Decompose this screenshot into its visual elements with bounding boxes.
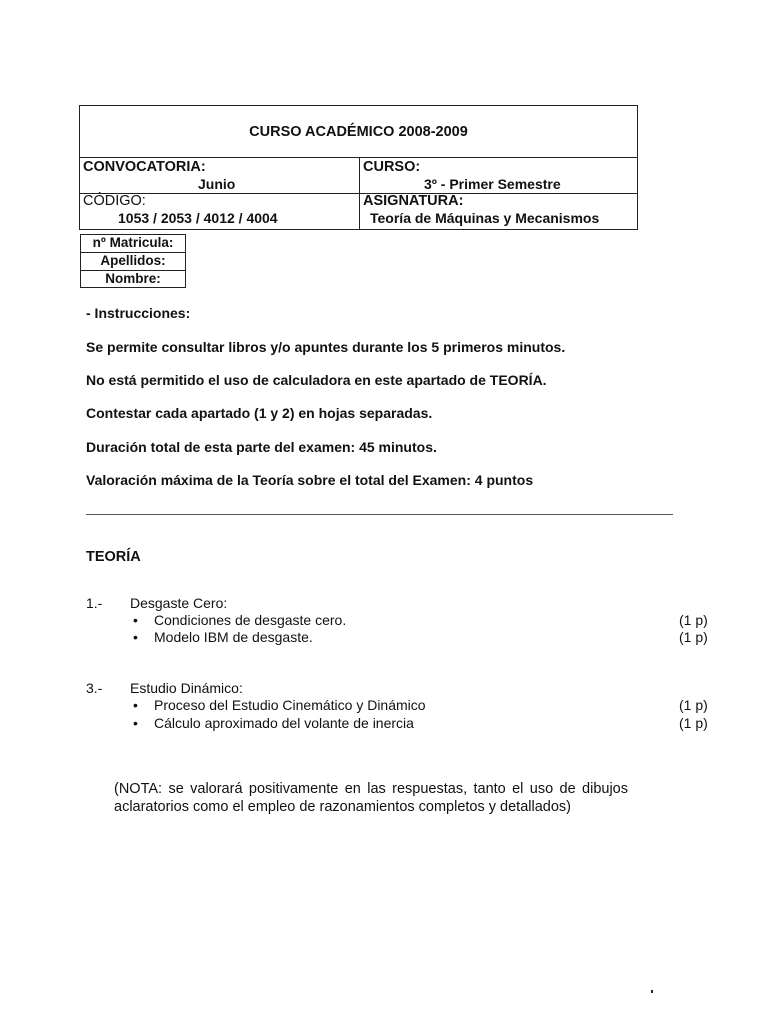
section-separator [86, 514, 673, 515]
convocatoria-label: CONVOCATORIA: [83, 159, 206, 175]
convocatoria-value: Junio [198, 176, 236, 192]
bullet-icon: • [133, 629, 138, 645]
codigo-label: CÓDIGO: [83, 193, 146, 209]
question-item: Proceso del Estudio Cinemático y Dinámico [154, 697, 426, 713]
nombre-label: Nombre: [105, 271, 161, 286]
instruction-line: Contestar cada apartado (1 y 2) en hojas separadas. [86, 405, 433, 421]
theory-heading: TEORÍA [86, 549, 141, 565]
bullet-icon: • [133, 715, 138, 731]
instruction-line: Se permite consultar libros y/o apuntes durante los 5 primeros minutos. [86, 339, 566, 355]
question-number: 1.- [86, 595, 103, 611]
header-column-divider [359, 157, 360, 230]
bullet-icon: • [133, 697, 138, 713]
question-title: Desgaste Cero: [130, 595, 228, 611]
item-points: (1 p) [679, 697, 708, 713]
item-points: (1 p) [679, 715, 708, 731]
instruction-line: Duración total de esta parte del examen: 45 minutos. [86, 439, 437, 455]
apellidos-label: Apellidos: [100, 253, 166, 268]
curso-value: 3º - Primer Semestre [424, 176, 561, 192]
instruction-line: Valoración máxima de la Teoría sobre el total del Examen: 4 puntos [86, 472, 534, 488]
scan-speck [651, 990, 653, 993]
curso-label: CURSO: [363, 159, 421, 175]
note-paragraph: (NOTA: se valorará positivamente en las respuestas, tanto el uso de dibujos aclaratorios como el empleo de razonamientos completos y detallados) [114, 781, 628, 815]
asignatura-value: Teoría de Máquinas y Mecanismos [370, 210, 600, 226]
question-item: Condiciones de desgaste cero. [154, 612, 347, 628]
matricula-label: nº Matricula: [92, 235, 174, 250]
asignatura-label: ASIGNATURA: [363, 193, 464, 209]
bullet-icon: • [133, 612, 138, 628]
instruction-line: No está permitido el uso de calculadora en este apartado de TEORÍA. [86, 372, 547, 388]
item-points: (1 p) [679, 612, 708, 628]
question-title: Estudio Dinámico: [130, 680, 243, 696]
question-item: Modelo IBM de desgaste. [154, 629, 313, 645]
question-number: 3.- [86, 680, 103, 696]
instructions-heading: - Instrucciones: [86, 305, 191, 321]
question-item: Cálculo aproximado del volante de inercia [154, 715, 414, 731]
academic-year-title: CURSO ACADÉMICO 2008-2009 [249, 124, 468, 140]
codigo-value: 1053 / 2053 / 4012 / 4004 [118, 210, 278, 226]
item-points: (1 p) [679, 629, 708, 645]
